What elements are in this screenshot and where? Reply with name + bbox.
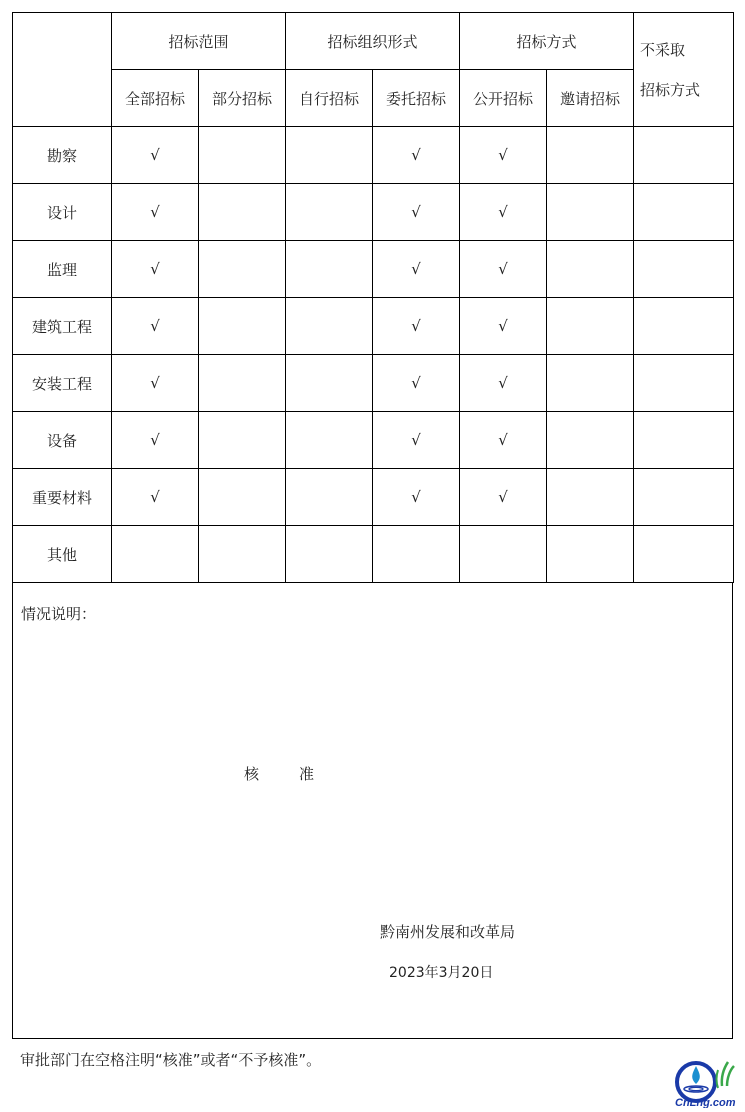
cnlng-logo-icon: [672, 1058, 738, 1108]
row-name: 设备: [13, 412, 112, 469]
cell-invited: [547, 298, 634, 355]
cell-open: [460, 526, 547, 583]
notes-label: 情况说明：: [21, 605, 97, 623]
cell-not-adopted: [634, 412, 734, 469]
cell-entrusted: √: [373, 412, 460, 469]
notes-section: [12, 583, 733, 1039]
cell-entrusted: √: [373, 469, 460, 526]
header-not-adopted-line1: 不采取: [640, 40, 686, 59]
row-name: 建筑工程: [13, 298, 112, 355]
cell-full: √: [112, 355, 199, 412]
header-entrusted: 委托招标: [373, 70, 460, 127]
cell-entrusted: √: [373, 184, 460, 241]
table-row: [13, 127, 734, 184]
cell-partial: [199, 355, 286, 412]
header-invited: 邀请招标: [547, 70, 634, 127]
cell-not-adopted: [634, 355, 734, 412]
cell-entrusted: √: [373, 241, 460, 298]
header-organization: 招标组织形式: [286, 13, 460, 70]
approval-char-1: 核: [244, 765, 260, 783]
cell-not-adopted: [634, 184, 734, 241]
cell-partial: [199, 526, 286, 583]
cell-not-adopted: [634, 127, 734, 184]
footnote: 审批部门在空格注明“核准”或者“不予核准”。: [20, 1051, 322, 1069]
cell-open: √: [460, 298, 547, 355]
cell-entrusted: √: [373, 355, 460, 412]
cell-open: √: [460, 241, 547, 298]
table-row: [13, 241, 734, 298]
cell-invited: [547, 355, 634, 412]
cell-full: √: [112, 412, 199, 469]
cell-open: √: [460, 127, 547, 184]
cell-open: √: [460, 412, 547, 469]
cell-entrusted: [373, 526, 460, 583]
cell-entrusted: √: [373, 298, 460, 355]
cell-invited: [547, 526, 634, 583]
cell-invited: [547, 127, 634, 184]
table-row: [13, 469, 734, 526]
row-name: 重要材料: [13, 469, 112, 526]
header-method: 招标方式: [460, 13, 634, 70]
cell-not-adopted: [634, 526, 734, 583]
cell-invited: [547, 469, 634, 526]
table-row: [13, 184, 734, 241]
table-row: [13, 355, 734, 412]
cell-entrusted: √: [373, 127, 460, 184]
cell-partial: [199, 298, 286, 355]
cell-full: √: [112, 127, 199, 184]
cell-self: [286, 355, 373, 412]
issue-date: 2023年3月20日: [389, 965, 494, 981]
logo-graphic: [672, 1058, 738, 1108]
row-name: 其他: [13, 526, 112, 583]
cell-self: [286, 241, 373, 298]
row-name: 勘察: [13, 127, 112, 184]
table-row: [13, 526, 734, 583]
cell-self: [286, 184, 373, 241]
cell-full: [112, 526, 199, 583]
cell-partial: [199, 127, 286, 184]
header-self: 自行招标: [286, 70, 373, 127]
cell-open: √: [460, 469, 547, 526]
cell-self: [286, 526, 373, 583]
table-row: [13, 412, 734, 469]
approval-char-2: 准: [299, 765, 315, 783]
cell-partial: [199, 412, 286, 469]
logo-text: CnLng.com: [675, 1097, 736, 1108]
approval-form: [12, 12, 733, 1038]
table-row: [13, 298, 734, 355]
cell-invited: [547, 184, 634, 241]
cell-not-adopted: [634, 241, 734, 298]
corner-cell: [13, 13, 112, 127]
cell-invited: [547, 412, 634, 469]
cell-open: √: [460, 184, 547, 241]
cell-full: √: [112, 241, 199, 298]
cell-full: √: [112, 469, 199, 526]
approval-mark: [244, 763, 314, 784]
header-full: 全部招标: [112, 70, 199, 127]
issuer-name: 黔南州发展和改革局: [380, 923, 516, 941]
cell-self: [286, 298, 373, 355]
cell-not-adopted: [634, 298, 734, 355]
cell-not-adopted: [634, 469, 734, 526]
cell-full: √: [112, 298, 199, 355]
table-body: [13, 127, 734, 583]
cell-open: √: [460, 355, 547, 412]
cell-partial: [199, 241, 286, 298]
cell-invited: [547, 241, 634, 298]
cell-self: [286, 127, 373, 184]
cell-self: [286, 469, 373, 526]
header-open: 公开招标: [460, 70, 547, 127]
cell-self: [286, 412, 373, 469]
cell-partial: [199, 184, 286, 241]
row-name: 安装工程: [13, 355, 112, 412]
header-scope: 招标范围: [112, 13, 286, 70]
cell-partial: [199, 469, 286, 526]
cell-full: √: [112, 184, 199, 241]
row-name: 设计: [13, 184, 112, 241]
header-partial: 部分招标: [199, 70, 286, 127]
row-name: 监理: [13, 241, 112, 298]
bidding-table: [12, 12, 734, 583]
header-not-adopted-line2: 招标方式: [640, 80, 701, 99]
header-not-adopted: [634, 13, 734, 127]
